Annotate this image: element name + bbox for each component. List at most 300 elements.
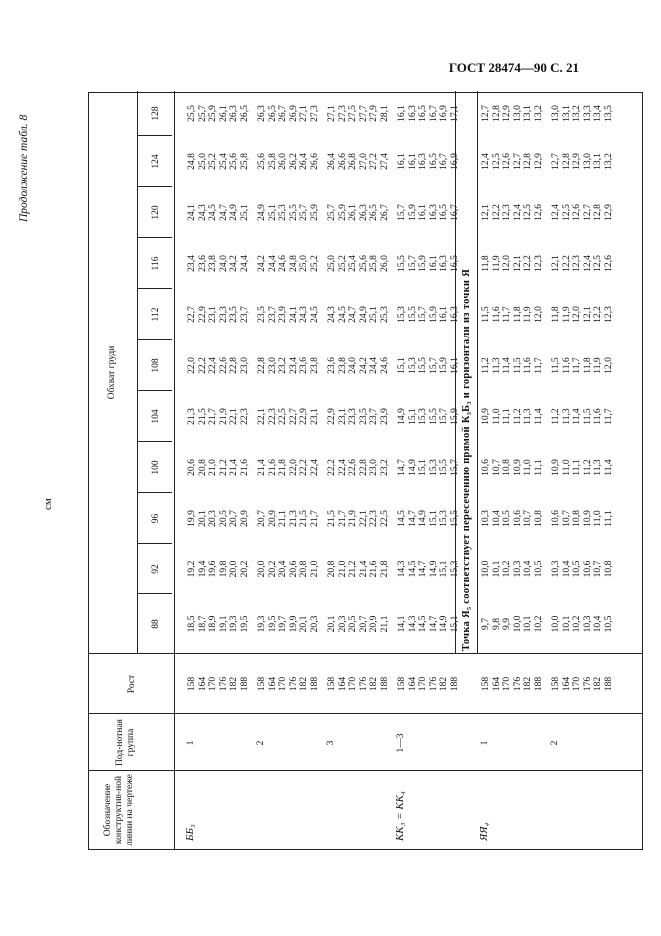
column-divider [89,713,642,714]
table-cell: 19,6 [207,560,219,578]
height-value: 164 [406,676,418,692]
table-cell: 24,5 [309,306,320,323]
table-cell: 25,8 [368,255,380,272]
designation-label: КК₃ = КК₄ [394,791,406,841]
table-cell: 11,4 [533,408,544,425]
table-cell: 23,4 [186,255,197,272]
table-cell: 25,8 [239,153,250,170]
table-cell: 24,3 [196,204,208,221]
table-cell: 15,5 [417,357,429,374]
table-cell: 10,8 [603,560,614,578]
table-cell: 19,2 [186,560,197,578]
rotated-table-wrapper [42,92,643,850]
table-cell: 15,9 [438,357,450,374]
table-cell: 11,9 [522,306,534,323]
table-cell: 26,5 [239,105,250,122]
table-cell: 24,5 [207,204,219,221]
table-cell: 12,1 [480,204,491,221]
table-cell: 12,4 [480,153,491,170]
table-cell: 20,2 [266,560,278,578]
table-cell: 10,7 [522,510,534,527]
height-value: 188 [309,676,320,692]
table-cell: 12,0 [603,357,614,374]
table-cell: 10,1 [522,615,534,633]
table-cell: 21,1 [277,510,289,527]
table-cell: 10,8 [533,510,544,527]
table-cell: 11,8 [581,357,593,374]
table-cell: 12,0 [501,255,513,272]
table-note: Точка Я₅ соответствует пересечению прямой К₃Б₃ и горизонтали из точки Я [461,268,472,651]
table-cell: 23,9 [277,306,289,323]
table-cell: 16,1 [417,204,429,221]
subgroup-label: 2 [550,740,560,746]
table-cell: 27,4 [379,153,390,170]
table-cell: 20,5 [217,510,229,527]
subgroup-label: 1 [186,740,196,746]
table-cell: 14,9 [417,510,429,527]
table-cell: 23,1 [309,408,320,425]
table-cell: 11,4 [571,408,583,425]
height-value: 176 [287,676,299,692]
table-cell: 15,7 [396,204,407,221]
table-cell: 25,2 [309,255,320,272]
table-cell: 9,9 [501,618,513,630]
table-cell: 26,8 [347,153,359,170]
table-cell: 21,7 [336,510,348,527]
table-cell: 16,1 [406,153,418,170]
table-cell: 21,5 [196,408,208,425]
table-cell: 20,2 [239,560,250,578]
table-cell: 16,9 [449,153,460,170]
table-cell: 27,1 [326,105,337,122]
table-cell: 22,7 [186,306,197,323]
subgroup-label: 1—3 [396,733,406,753]
table-cell: 11,3 [560,408,572,425]
table-cell: 22,0 [186,357,197,374]
table-cell: 14,5 [396,510,407,527]
table-cell: 23,0 [239,357,250,374]
table-cell: 20,6 [186,459,197,476]
table-cell: 25,7 [326,204,337,221]
table-cell: 12,5 [560,204,572,221]
height-value: 170 [417,676,429,692]
height-value: 170 [347,676,359,692]
table-cell: 13,2 [603,153,614,170]
table-cell: 12,4 [581,255,593,272]
table-cell: 15,1 [438,560,450,578]
table-cell: 14,3 [396,560,407,578]
note-divider [455,91,456,654]
data-table [88,92,643,850]
chest-value-header: 116 [151,256,161,271]
table-cell: 11,9 [592,357,604,374]
height-value: 158 [186,676,197,692]
table-cell: 16,3 [449,306,460,323]
note-divider [477,91,478,654]
table-cell: 10,3 [511,560,523,578]
table-cell: 23,6 [196,255,208,272]
table-cell: 22,2 [298,459,310,476]
table-cell: 10,9 [581,510,593,527]
table-cell: 14,9 [406,459,418,476]
table-cell: 11,3 [592,459,604,476]
table-cell: 19,9 [287,615,299,633]
table-cell: 16,1 [449,357,460,374]
table-cell: 15,3 [427,459,439,476]
height-value: 158 [326,676,337,692]
height-value: 188 [533,676,544,692]
table-cell: 26,4 [298,153,310,170]
table-cell: 14,7 [406,510,418,527]
table-cell: 21,7 [309,510,320,527]
table-cell: 10,0 [511,615,523,633]
table-cell: 27,0 [357,153,369,170]
height-value: 188 [449,676,460,692]
table-cell: 12,7 [581,204,593,221]
table-cell: 19,5 [266,615,278,633]
table-cell: 11,5 [480,306,491,323]
height-value: 176 [581,676,593,692]
table-cell: 22,9 [298,408,310,425]
table-cell: 20,9 [368,615,380,633]
table-cell: 25,6 [228,153,240,170]
table-cell: 27,9 [368,105,380,122]
table-cell: 23,6 [326,357,337,374]
table-cell: 24,8 [287,255,299,272]
designation-header: Обозначение конструктив-ной линии на чертеже [103,774,135,846]
table-cell: 10,8 [571,510,583,527]
table-cell: 27,7 [357,105,369,122]
table-cell: 24,3 [326,306,337,323]
table-cell: 12,5 [522,204,534,221]
table-cell: 23,8 [336,357,348,374]
table-cell: 16,1 [438,306,450,323]
table-cell: 25,9 [207,105,219,122]
height-value: 182 [438,676,450,692]
table-cell: 10,4 [592,615,604,633]
table-cell: 15,9 [417,255,429,272]
table-cell: 12,9 [533,153,544,170]
table-cell: 10,0 [480,560,491,578]
table-cell: 20,4 [277,560,289,578]
table-cell: 11,0 [560,459,572,476]
chest-value-header: 104 [151,409,161,424]
table-cell: 10,8 [501,459,513,476]
table-cell: 10,9 [480,408,491,425]
table-cell: 22,5 [379,510,390,527]
table-cell: 15,3 [449,560,460,578]
table-cell: 11,2 [511,408,523,425]
table-cell: 15,3 [396,306,407,323]
table-cell: 21,9 [347,510,359,527]
table-cell: 20,5 [347,615,359,633]
height-value: 164 [560,676,572,692]
table-cell: 21,1 [379,615,390,633]
table-cell: 20,8 [326,560,337,578]
table-cell: 11,7 [533,357,544,374]
table-cell: 23,7 [266,306,278,323]
table-cell: 19,8 [217,560,229,578]
table-cell: 18,9 [207,615,219,633]
table-cell: 15,1 [417,459,429,476]
table-cell: 10,1 [490,560,502,578]
table-cell: 19,3 [256,615,267,633]
height-value: 176 [511,676,523,692]
table-cell: 15,5 [396,255,407,272]
table-cell: 11,7 [571,357,583,374]
table-cell: 10,5 [603,615,614,633]
column-divider [89,653,642,654]
table-cell: 10,2 [501,560,513,578]
table-cell: 12,3 [533,255,544,272]
table-cell: 23,9 [379,408,390,425]
table-cell: 25,3 [379,306,390,323]
table-cell: 12,3 [571,255,583,272]
height-value: 164 [336,676,348,692]
table-cell: 24,1 [186,204,197,221]
height-value: 182 [592,676,604,692]
table-cell: 21,0 [207,459,219,476]
table-cell: 21,0 [309,560,320,578]
table-cell: 22,5 [277,408,289,425]
table-cell: 11,1 [571,459,583,476]
table-cell: 23,4 [287,357,299,374]
table-cell: 26,0 [379,255,390,272]
table-cell: 11,6 [592,408,604,425]
table-cell: 20,9 [266,510,278,527]
table-cell: 12,0 [533,306,544,323]
table-cell: 25,9 [309,204,320,221]
table-cell: 19,5 [239,615,250,633]
table-cell: 21,2 [217,459,229,476]
table-cell: 10,4 [490,510,502,527]
table-cell: 14,9 [427,560,439,578]
table-cell: 12,2 [560,255,572,272]
table-cell: 21,5 [298,510,310,527]
table-cell: 13,3 [581,105,593,122]
table-cell: 10,7 [560,510,572,527]
table-cell: 13,2 [533,105,544,122]
table-cell: 16,3 [406,105,418,122]
table-cell: 25,8 [266,153,278,170]
table-cell: 11,2 [581,459,593,476]
table-cell: 25,1 [368,306,380,323]
table-cell: 11,4 [501,357,513,374]
table-cell: 15,7 [427,357,439,374]
table-cell: 20,3 [309,615,320,633]
table-cell: 26,2 [287,153,299,170]
table-cell: 12,6 [603,255,614,272]
table-cell: 16,3 [427,204,439,221]
table-cell: 26,3 [256,105,267,122]
table-cell: 14,3 [406,615,418,633]
table-cell: 12,9 [571,153,583,170]
table-cell: 11,0 [522,459,534,476]
table-cell: 10,4 [522,560,534,578]
table-cell: 16,5 [417,105,429,122]
table-cell: 11,8 [480,255,491,272]
table-cell: 24,4 [266,255,278,272]
table-cell: 12,8 [560,153,572,170]
table-cell: 15,5 [406,306,418,323]
table-cell: 13,1 [522,105,534,122]
table-cell: 23,0 [368,459,380,476]
header-divider [137,91,138,654]
table-cell: 25,2 [336,255,348,272]
table-cell: 13,2 [571,105,583,122]
table-cell: 12,2 [490,204,502,221]
table-cell: 16,7 [427,105,439,122]
table-cell: 22,1 [357,510,369,527]
table-cell: 25,4 [347,255,359,272]
table-cell: 12,7 [550,153,561,170]
table-cell: 11,0 [490,408,502,425]
table-cell: 24,0 [217,255,229,272]
chest-value-header: 88 [151,619,161,629]
table-cell: 19,1 [217,615,229,633]
table-cell: 22,8 [228,357,240,374]
table-cell: 26,6 [309,153,320,170]
table-cell: 24,9 [256,204,267,221]
table-cell: 22,4 [309,459,320,476]
table-cell: 11,8 [550,306,561,323]
table-cell: 15,1 [406,408,418,425]
table-cell: 15,1 [427,510,439,527]
table-cell: 12,1 [581,306,593,323]
table-cell: 20,7 [357,615,369,633]
table-cell: 10,5 [533,560,544,578]
table-cell: 10,7 [592,560,604,578]
table-cell: 23,5 [357,408,369,425]
table-cell: 19,3 [228,615,240,633]
table-cell: 22,0 [287,459,299,476]
height-value: 170 [501,676,513,692]
table-cell: 25,7 [298,204,310,221]
table-cell: 15,5 [449,510,460,527]
table-cell: 10,1 [560,615,572,633]
table-cell: 16,1 [396,153,407,170]
table-cell: 10,5 [571,560,583,578]
table-cell: 15,3 [417,408,429,425]
table-cell: 9,8 [490,618,502,630]
table-cell: 10,6 [511,510,523,527]
height-value: 182 [228,676,240,692]
table-cell: 21,3 [186,408,197,425]
table-cell: 23,5 [228,306,240,323]
table-cell: 21,4 [256,459,267,476]
height-value: 164 [490,676,502,692]
table-cell: 10,7 [490,459,502,476]
table-cell: 26,3 [357,204,369,221]
chest-value-header: 112 [151,307,161,322]
table-cell: 11,1 [603,510,614,527]
table-cell: 12,1 [550,255,561,272]
table-cell: 23,7 [368,408,380,425]
table-continuation-label: Продолжение табл. 8 [18,114,30,222]
table-cell: 25,3 [277,204,289,221]
table-cell: 24,5 [336,306,348,323]
table-cell: 24,6 [379,357,390,374]
table-cell: 25,1 [266,204,278,221]
table-cell: 11,6 [490,306,502,323]
table-cell: 20,7 [256,510,267,527]
table-cell: 23,5 [256,306,267,323]
table-cell: 9,7 [480,618,491,630]
table-cell: 15,7 [417,306,429,323]
table-cell: 13,1 [592,153,604,170]
table-cell: 25,5 [287,204,299,221]
table-cell: 14,9 [396,408,407,425]
table-cell: 11,3 [522,408,534,425]
table-cell: 15,3 [438,510,450,527]
height-value: 164 [196,676,208,692]
table-cell: 23,2 [379,459,390,476]
table-cell: 20,1 [196,510,208,527]
table-cell: 25,7 [196,105,208,122]
table-cell: 16,5 [438,204,450,221]
table-cell: 10,5 [501,510,513,527]
table-cell: 21,4 [228,459,240,476]
subgroup-label: 1 [480,740,490,746]
table-cell: 24,2 [256,255,267,272]
table-cell: 10,6 [550,510,561,527]
height-value: 188 [603,676,614,692]
table-cell: 12,7 [511,153,523,170]
table-cell: 10,4 [560,560,572,578]
unit-label: см [42,498,54,510]
table-cell: 15,9 [427,306,439,323]
table-cell: 18,7 [196,615,208,633]
table-cell: 12,3 [501,204,513,221]
table-cell: 21,4 [357,560,369,578]
table-cell: 20,1 [298,615,310,633]
table-cell: 12,6 [501,153,513,170]
table-cell: 10,9 [550,459,561,476]
table-cell: 20,3 [336,615,348,633]
table-cell: 11,6 [560,357,572,374]
table-cell: 14,1 [396,615,407,633]
table-cell: 11,7 [603,408,614,425]
table-cell: 13,0 [511,105,523,122]
table-cell: 20,3 [207,510,219,527]
table-cell: 25,0 [326,255,337,272]
table-cell: 11,8 [511,306,523,323]
table-cell: 22,1 [228,408,240,425]
table-cell: 15,9 [406,204,418,221]
chest-value-header: 128 [151,106,161,121]
table-cell: 25,5 [186,105,197,122]
table-cell: 23,6 [298,357,310,374]
table-cell: 10,2 [571,615,583,633]
table-cell: 22,6 [347,459,359,476]
table-cell: 15,5 [427,408,439,425]
designation-label: ЯЯ₄ [478,822,490,841]
table-cell: 26,9 [287,105,299,122]
designation-label: ББ₃ [184,824,196,841]
table-cell: 26,6 [336,153,348,170]
table-cell: 12,1 [511,255,523,272]
table-cell: 12,7 [480,105,491,122]
table-cell: 10,6 [581,560,593,578]
table-cell: 20,1 [326,615,337,633]
table-cell: 26,1 [217,105,229,122]
table-cell: 10,3 [581,615,593,633]
table-cell: 26,5 [266,105,278,122]
table-cell: 22,4 [207,357,219,374]
table-cell: 22,9 [326,408,337,425]
height-header: Рост [127,674,137,694]
table-cell: 24,6 [277,255,289,272]
